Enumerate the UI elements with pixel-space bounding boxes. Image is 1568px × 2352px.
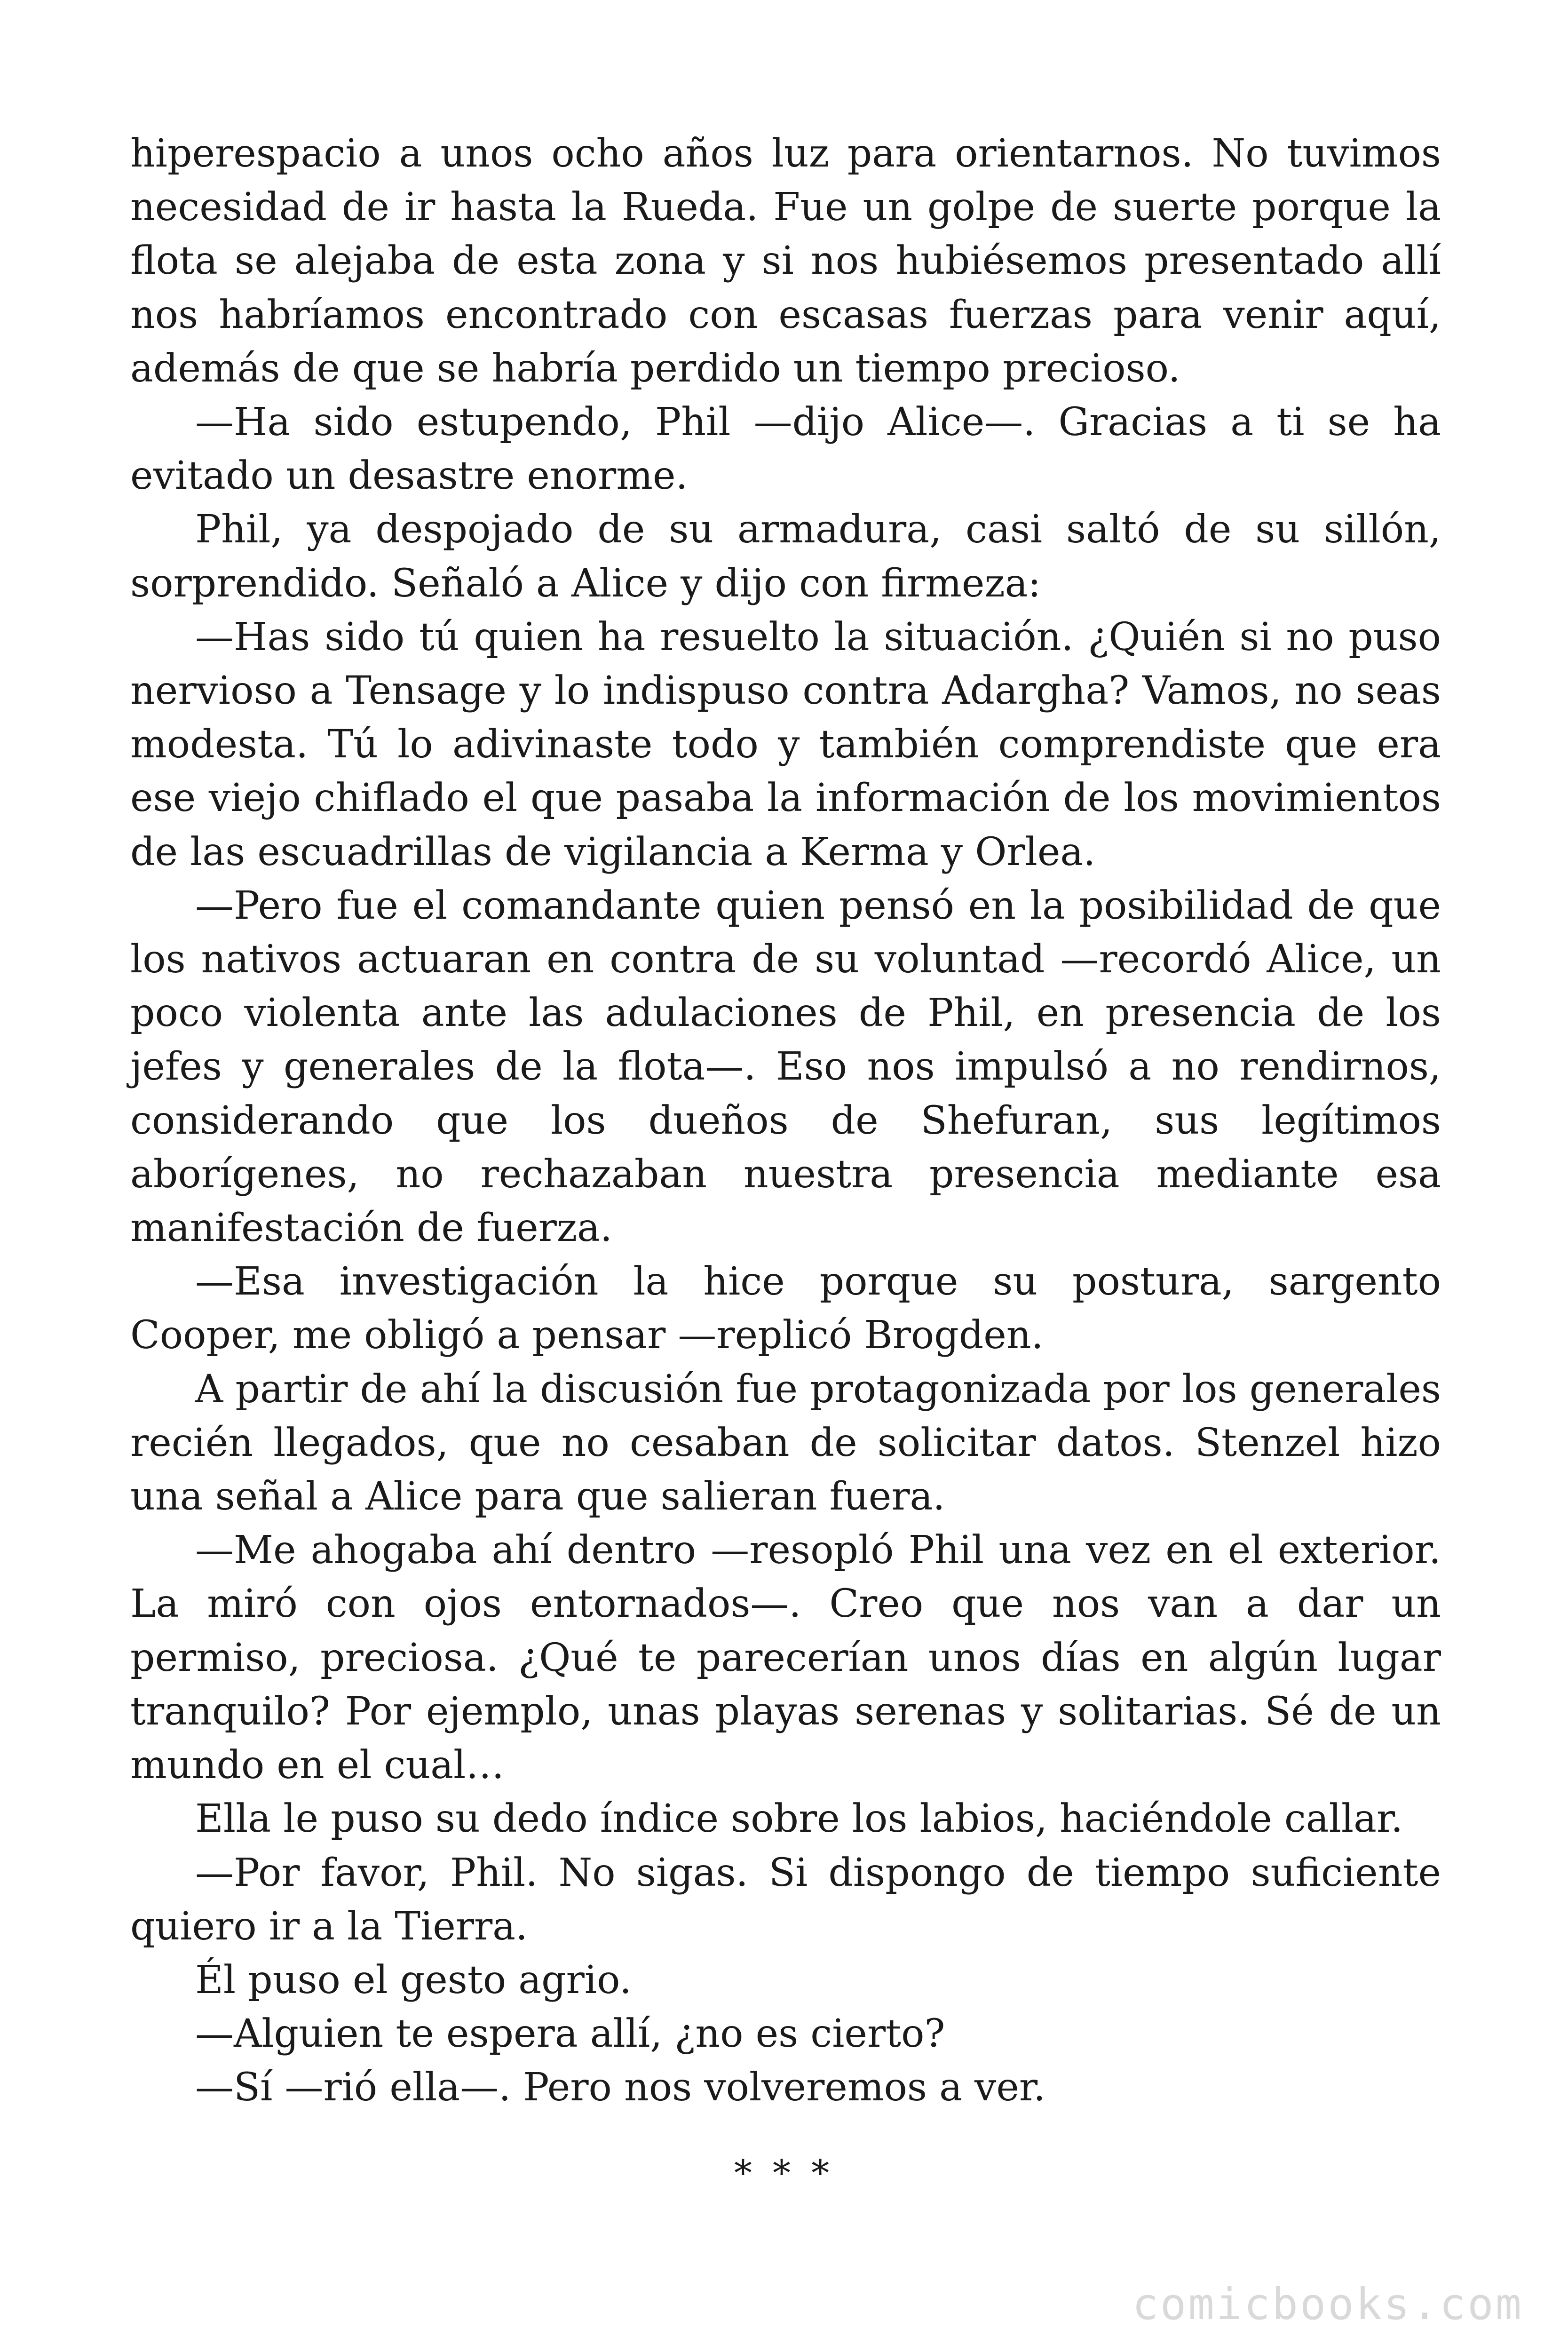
body-text — [130, 127, 1441, 2115]
paragraph: —Ha sido estupendo, Phil —dijo Alice—. Gracias a ti se ha evitado un desastre enorme. — [130, 400, 1441, 499]
paragraph: —Pero fue el comandante quien pensó en la posibilidad de que los nativos actuaran en contra de su voluntad —recordó Alice, un poco violenta ante las adulaciones de Phil, en presencia de los jefes y generales de la flota—. Eso nos impulsó a no rendirnos, considerando que los dueños de Shefuran, sus legítimos aborígenes, no rechazaban nuestra presencia mediante esa manifestación de fuerza. — [130, 883, 1441, 1251]
paragraph: —Esa investigación la hice porque su postura, sargento Cooper, me obligó a pensar —replicó Brogden. — [130, 1259, 1441, 1358]
paragraph: —Alguien te espera allí, ¿no es cierto? — [195, 2011, 945, 2057]
paragraph: —Me ahogaba ahí dentro —resopló Phil una vez en el exterior. La miró con ojos entornados—. Creo que nos van a dar un permiso, preciosa. ¿Qué te parecerían unos días en algún lugar tranquilo? Por ejemplo, unas playas serenas y solitarias. Sé de un mundo en el cual… — [130, 1528, 1441, 1788]
watermark: comicbooks.com — [1132, 2279, 1523, 2329]
paragraph: Ella le puso su dedo índice sobre los labios, haciéndole callar. — [195, 1796, 1403, 1842]
paragraph: A partir de ahí la discusión fue protagonizada por los generales recién llegados, que no cesaban de solicitar datos. Stenzel hizo una señal a Alice para que salieran fuera. — [130, 1367, 1441, 1519]
paragraph: Phil, ya despojado de su armadura, casi saltó de su sillón, sorprendido. Señaló a Alice y dijo con firmeza: — [130, 507, 1441, 606]
section-separator: * * * — [734, 2152, 834, 2194]
paragraph: —Sí —rió ella—. Pero nos volveremos a ver. — [195, 2065, 1046, 2110]
paragraph: —Has sido tú quien ha resuelto la situación. ¿Quién si no puso nervioso a Tensage y lo indispuso contra Adargha? Vamos, no seas modesta. Tú lo adivinaste todo y también comprendiste que era ese viejo chiflado el que pasaba la información de los movimientos de las escuadrillas de vigilancia a Kerma y Orlea. — [130, 614, 1441, 874]
paragraph: hiperespacio a unos ocho años luz para orientarnos. No tuvimos necesidad de ir hasta la Rueda. Fue un golpe de suerte porque la flota se alejaba de esta zona y si nos hubiésemos presentado allí nos habríamos encontrado con escasas fuerzas para venir aquí, además de que se habría perdido un tiempo precioso. — [130, 131, 1441, 391]
paragraph: —Por favor, Phil. No sigas. Si dispongo de tiempo suficiente quiero ir a la Tierra. — [130, 1850, 1441, 1949]
paragraph: Él puso el gesto agrio. — [195, 1957, 632, 2002]
